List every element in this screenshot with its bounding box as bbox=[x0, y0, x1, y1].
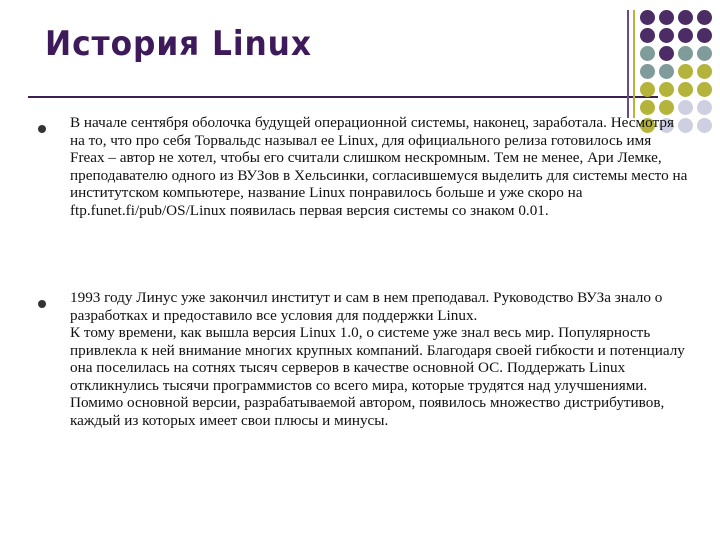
bullet-paragraph: 1993 году Линус уже закончил институт и сам в нем преподавал. Руководство ВУЗа знало о разработках и предоставило все условия для поддержки Linux. bbox=[70, 289, 663, 324]
bullet-text bbox=[70, 289, 688, 429]
bullet-text bbox=[70, 114, 688, 219]
slide-title: История Linux bbox=[45, 24, 312, 64]
bullet-point-icon bbox=[38, 125, 46, 133]
bullet-paragraph: В начале сентября оболочка будущей операционной системы, наконец, заработала. Несмотря на то, что про себя Торвальдс называл ее Linux, для официального релиза готовилось имя Freax – автор не хотел, чтобы его считали слишком нескромным. Тем не менее, Ари Лемке, преподавателю одного из ВУЗов в Хельсинки, согласившемуся выделить для системы место на институтском компьютере, название Linux понравилось больше и уже скоро на ftp.funet.fi/pub/OS/Linux появилась первая версия системы со знаком 0.01. bbox=[70, 114, 688, 219]
bullet-item bbox=[38, 289, 688, 429]
bullet-point-icon bbox=[38, 300, 46, 308]
bullet-paragraph: К тому времени, как вышла версия Linux 1.0, о системе уже знал весь мир. Популярность привлекла к ней внимание многих крупных компаний. Благодаря своей гибкости и потенциалу она поселилась на сотнях тысяч серверов в качестве основной ОС. Поддержать Linux откликнулись тысячи программистов со всего мира, которые трудятся над улучшениями. Помимо основной версии, разрабатываемой автором, появилось множество дистрибутивов, каждый из которых имеет свои плюсы и минусы. bbox=[70, 324, 685, 429]
bullet-item bbox=[38, 114, 688, 219]
